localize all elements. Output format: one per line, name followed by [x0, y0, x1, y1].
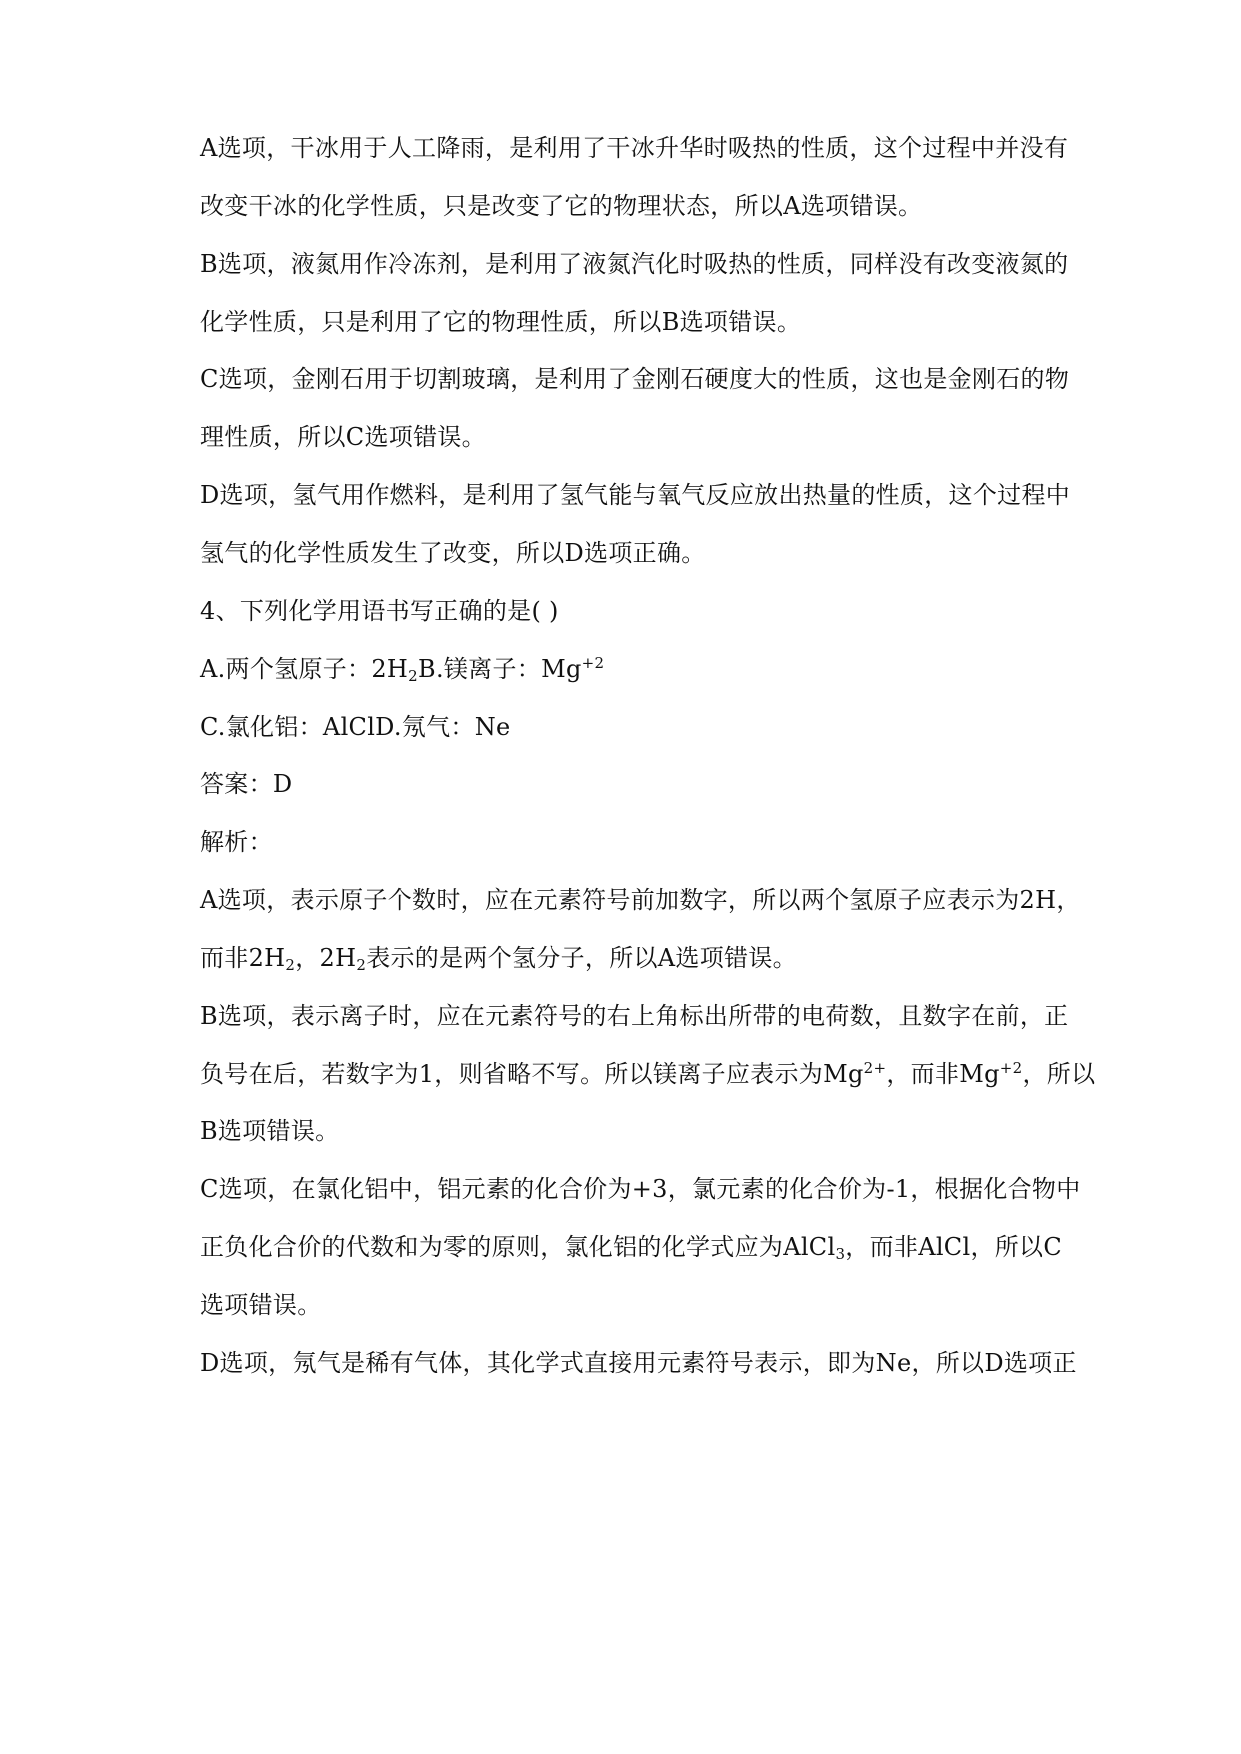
option-a-text: A.两个氢原子：2H: [200, 655, 409, 683]
analysis-b-line2: [200, 1057, 1100, 1091]
analysis-a-subscript-1: 2: [285, 956, 296, 974]
analysis-a-line2: [200, 941, 1100, 975]
question-title: 4、下列化学用语书写正确的是( ): [200, 597, 559, 625]
paragraph-c-line1: C选项，金刚石用于切割玻璃，是利用了金刚石硬度大的性质，这也是金刚石的物: [200, 365, 1070, 393]
question-options-cd: C.氯化铝：AlClD.氖气：Ne: [200, 713, 511, 741]
analysis-b-superscript-1: 2+: [863, 1059, 887, 1077]
analysis-a-text-1: 而非2H: [200, 944, 286, 972]
analysis-label: 解析：: [200, 828, 273, 856]
analysis-c-text-2: ，而非AlCl，所以C: [845, 1233, 1063, 1261]
paragraph-d-line2: 氢气的化学性质发生了改变，所以D选项正确。: [200, 539, 706, 567]
analysis-c-line2: [200, 1230, 1100, 1264]
analysis-c-text-1: 正负化合价的代数和为零的原则，氯化铝的化学式应为AlCl: [200, 1233, 836, 1261]
analysis-b-text-1: 负号在后，若数字为1，则省略不写。所以镁离子应表示为Mg: [200, 1060, 864, 1088]
analysis-a-subscript-2: 2: [356, 956, 367, 974]
question-options-ab: [200, 652, 1100, 686]
analysis-c-line1: C选项，在氯化铝中，铝元素的化合价为+3，氯元素的化合价为-1，根据化合物中: [200, 1175, 1081, 1203]
analysis-c-line3: 选项错误。: [200, 1291, 322, 1319]
paragraph-a-line2: 改变干冰的化学性质，只是改变了它的物理状态，所以A选项错误。: [200, 192, 923, 220]
analysis-a-text-2: ，2H: [295, 944, 357, 972]
analysis-a-text-3: 表示的是两个氢分子，所以A选项错误。: [366, 944, 797, 972]
paragraph-c-line2: 理性质，所以C选项错误。: [200, 423, 486, 451]
analysis-d-line1: D选项，氖气是稀有气体，其化学式直接用元素符号表示，即为Ne，所以D选项正: [200, 1349, 1077, 1377]
paragraph-a-line1: A选项，干冰用于人工降雨，是利用了干冰升华时吸热的性质，这个过程中并没有: [200, 134, 1069, 162]
option-b-text: B.镁离子：Mg: [418, 655, 582, 683]
analysis-b-line3: B选项错误。: [200, 1117, 340, 1145]
paragraph-d-line1: D选项，氢气用作燃料，是利用了氢气能与氧气反应放出热量的性质，这个过程中: [200, 481, 1071, 509]
answer-line: 答案：D: [200, 770, 293, 798]
paragraph-b-line2: 化学性质，只是利用了它的物理性质，所以B选项错误。: [200, 308, 802, 336]
analysis-a-line1: A选项，表示原子个数时，应在元素符号前加数字，所以两个氢原子应表示为2H，: [200, 886, 1081, 914]
option-a-subscript: 2: [408, 667, 419, 685]
analysis-b-superscript-2: +2: [999, 1059, 1023, 1077]
analysis-b-text-2: ，而非Mg: [886, 1060, 1000, 1088]
analysis-b-line1: B选项，表示离子时，应在元素符号的右上角标出所带的电荷数，且数字在前，正: [200, 1002, 1069, 1030]
analysis-b-text-3: ，所以: [1022, 1060, 1096, 1088]
option-b-superscript: +2: [581, 654, 605, 672]
analysis-c-subscript: 3: [835, 1245, 846, 1263]
paragraph-b-line1: B选项，液氮用作冷冻剂，是利用了液氮汽化时吸热的性质，同样没有改变液氮的: [200, 250, 1069, 278]
